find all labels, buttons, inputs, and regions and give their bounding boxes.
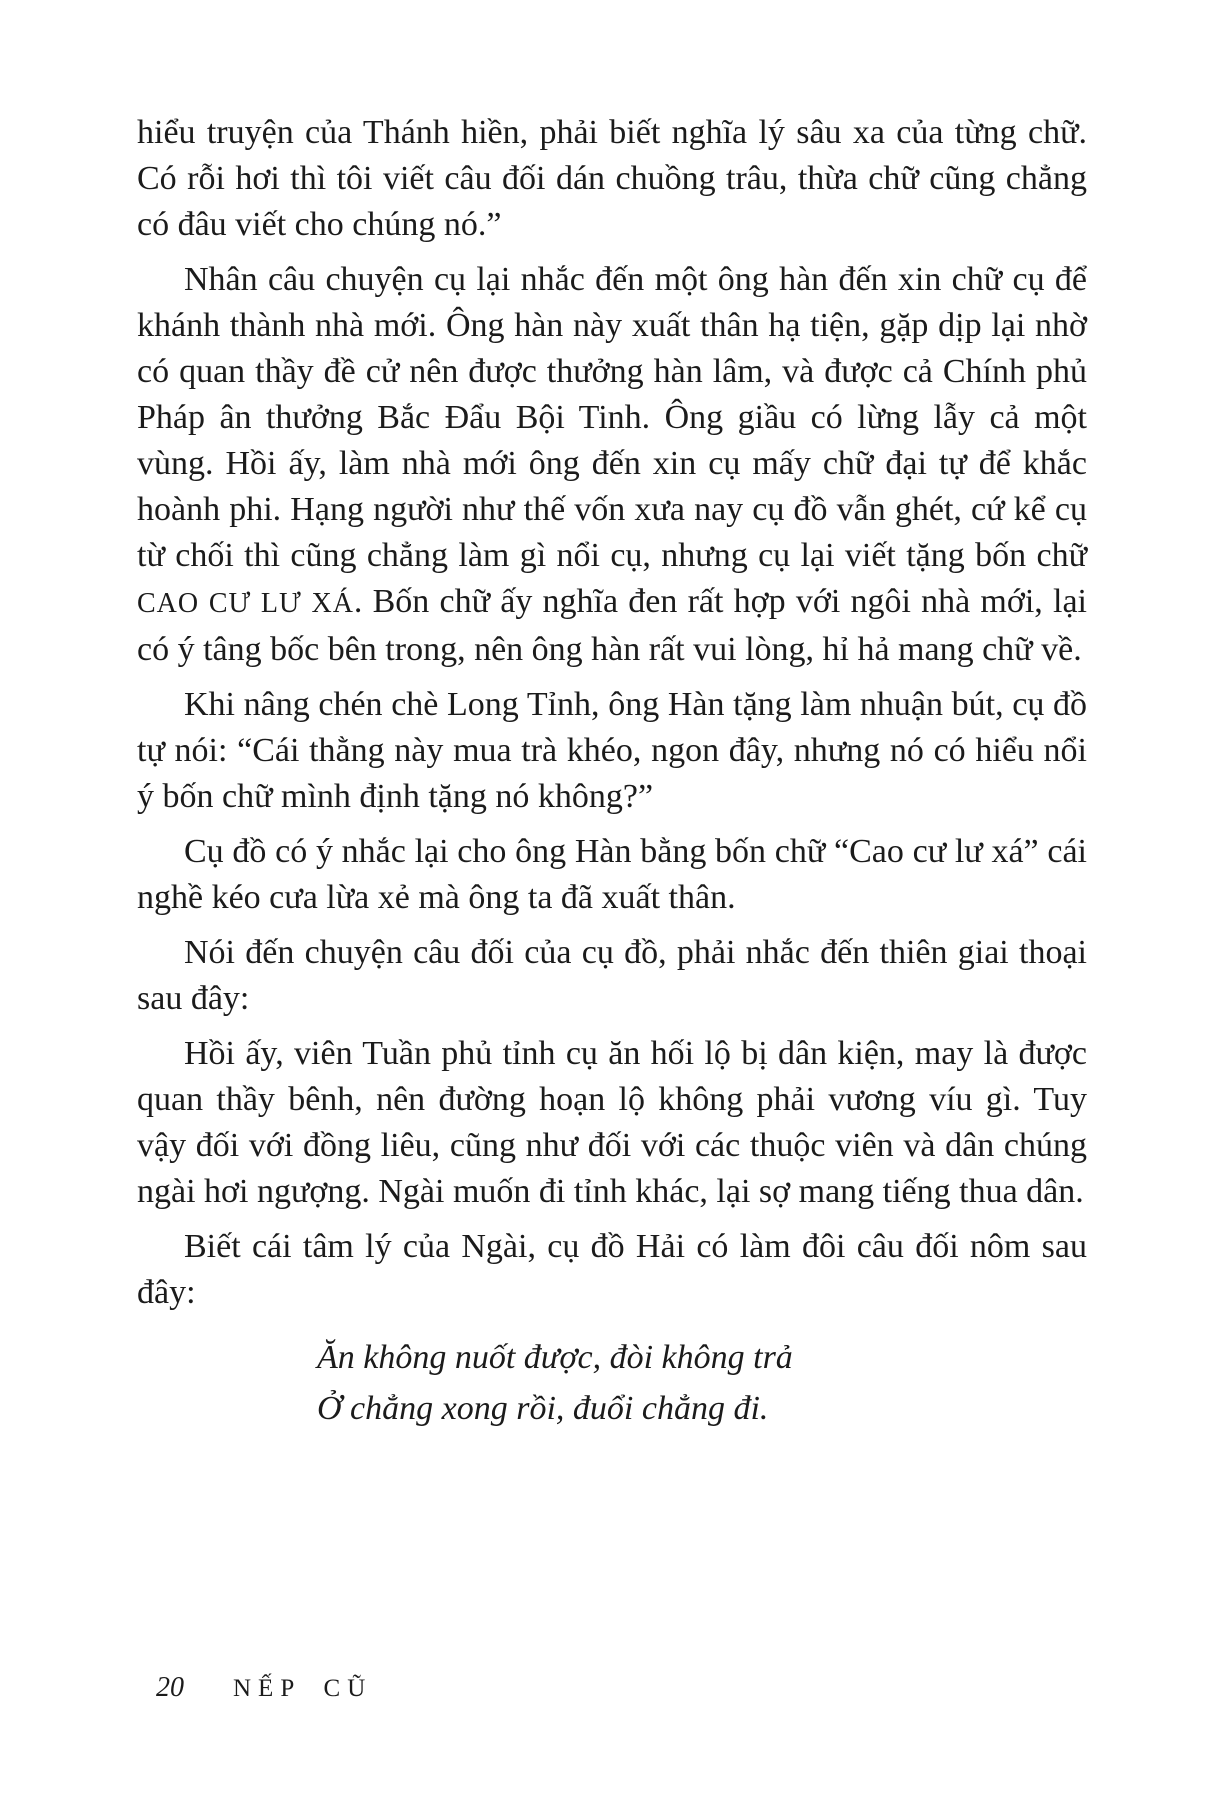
paragraph: Cụ đồ có ý nhắc lại cho ông Hàn bằng bốn chữ “Cao cư lư xá” cái nghề kéo cưa lừa xẻ mà ông ta đã xuất thân. <box>137 833 1087 916</box>
small-caps-phrase: CAO CƯ LƯ XÁ <box>137 588 354 619</box>
running-title: NẾP CŨ <box>233 1675 373 1702</box>
couplet <box>317 1332 1087 1434</box>
body-text <box>137 110 1087 1434</box>
paragraph-continuation: hiểu truyện của Thánh hiền, phải biết nghĩa lý sâu xa của từng chữ. Có rỗi hơi thì tôi viết câu đối dán chuồng trâu, thừa chữ cũng chẳng có đâu viết cho chúng nó.” <box>137 114 1087 243</box>
paragraph: Nói đến chuyện câu đối của cụ đồ, phải nhắc đến thiên giai thoại sau đây: <box>137 934 1087 1017</box>
paragraph-text: . Bốn chữ ấy nghĩa đen rất hợp với ngôi nhà mới, lại có ý tâng bốc bên trong, nên ông hàn rất vui lòng, hỉ hả mang chữ về. <box>137 583 1087 668</box>
couplet-line-2: Ở chẳng xong rồi, đuổi chẳng đi. <box>317 1390 769 1427</box>
paragraph: Khi nâng chén chè Long Tỉnh, ông Hàn tặng làm nhuận bút, cụ đồ tự nói: “Cái thằng này mua trà khéo, ngon đây, nhưng nó có hiểu nổi ý bốn chữ mình định tặng nó không?” <box>137 686 1087 815</box>
couplet-line-1: Ăn không nuốt được, đòi không trả <box>317 1339 793 1376</box>
page-footer <box>156 1672 372 1704</box>
paragraph: Hồi ấy, viên Tuần phủ tỉnh cụ ăn hối lộ bị dân kiện, may là được quan thầy bênh, nên đường hoạn lộ không phải vương víu gì. Tuy vậy đối với đồng liêu, cũng như đối với các thuộc viên và dân chúng ngài hơi ngượng. Ngài muốn đi tỉnh khác, lại sợ mang tiếng thua dân. <box>137 1035 1087 1210</box>
paragraph-text: Nhân câu chuyện cụ lại nhắc đến một ông hàn đến xin chữ cụ để khánh thành nhà mới. Ông hàn này xuất thân hạ tiện, gặp dịp lại nhờ có quan thầy đề cử nên được thưởng hàn lâm, và được cả Chính phủ Pháp ân thưởng Bắc Đẩu Bội Tinh. Ông giầu có lừng lẫy cả một vùng. Hồi ấy, làm nhà mới ông đến xin cụ mấy chữ đại tự để khắc hoành phi. Hạng người như thế vốn xưa nay cụ đồ vẫn ghét, cứ kể cụ từ chối thì cũng chẳng làm gì nổi cụ, nhưng cụ lại viết tặng bốn chữ <box>137 261 1087 574</box>
paragraph <box>137 257 1087 673</box>
paragraph: Biết cái tâm lý của Ngài, cụ đồ Hải có làm đôi câu đối nôm sau đây: <box>137 1228 1087 1311</box>
page-number: 20 <box>156 1672 184 1703</box>
